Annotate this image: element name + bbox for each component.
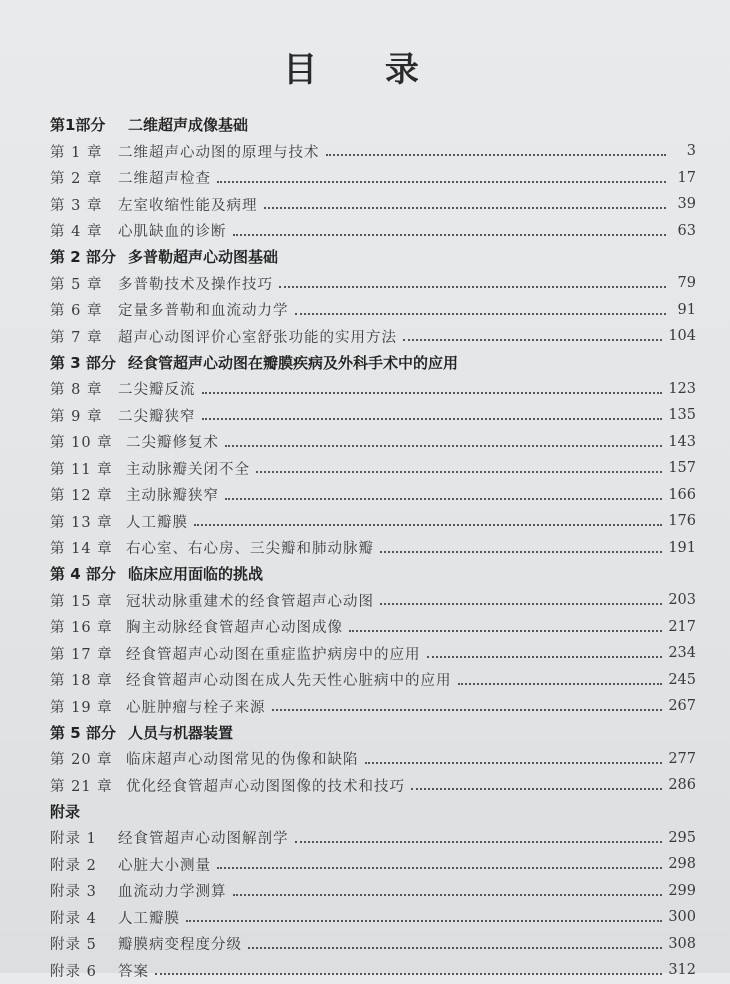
dot-leader	[155, 973, 662, 975]
toc-entry[interactable]	[50, 297, 696, 324]
part-number: 附录	[50, 802, 81, 821]
dot-leader	[194, 524, 662, 526]
page-number: 176	[668, 513, 696, 530]
page-number: 312	[668, 962, 696, 979]
chapter-title: 优化经食管超声心动图图像的技术和技巧	[126, 778, 405, 795]
chapter-number: 第 3 章	[50, 197, 103, 214]
chapter-title: 瓣膜病变程度分级	[118, 937, 242, 954]
page-number: 17	[677, 169, 696, 186]
chapter-number: 第 17 章	[50, 646, 113, 663]
chapter-title: 多普勒技术及操作技巧	[118, 276, 273, 293]
dot-leader	[202, 418, 663, 420]
dot-leader	[225, 445, 662, 447]
chapter-title: 左室收缩性能及病理	[118, 197, 258, 214]
toc-entry[interactable]	[50, 482, 696, 509]
chapter-number: 第 13 章	[50, 514, 113, 531]
dot-leader	[217, 867, 662, 869]
chapter-number: 第 10 章	[50, 435, 113, 452]
dot-leader	[326, 154, 667, 156]
toc-entry[interactable]	[50, 667, 696, 694]
toc-entry[interactable]	[50, 957, 696, 984]
part-number: 第 3 部分	[50, 353, 116, 372]
dot-leader	[380, 603, 662, 605]
dot-leader	[233, 234, 667, 236]
toc-entry[interactable]	[50, 323, 696, 350]
chapter-number: 附录 6	[50, 963, 97, 980]
chapter-number: 第 4 章	[50, 224, 103, 241]
part-title: 人员与机器装置	[128, 723, 234, 742]
dot-leader	[217, 181, 666, 183]
page-number: 104	[668, 328, 696, 345]
toc-entry[interactable]	[50, 825, 696, 852]
toc-entry[interactable]	[50, 746, 696, 773]
chapter-number: 第 7 章	[50, 329, 103, 346]
toc-entry[interactable]	[50, 402, 696, 429]
chapter-title: 胸主动脉经食管超声心动图成像	[126, 620, 343, 637]
chapter-number: 附录 1	[50, 831, 97, 848]
chapter-number: 第 19 章	[50, 699, 113, 716]
chapter-title: 人工瓣膜	[126, 514, 188, 531]
toc-entry[interactable]	[50, 455, 696, 482]
dot-leader	[411, 788, 662, 790]
chapter-title: 经食管超声心动图在重症监护病房中的应用	[126, 646, 421, 663]
toc-entry[interactable]	[50, 904, 696, 931]
page-number: 143	[668, 433, 696, 450]
toc-entry[interactable]	[50, 614, 696, 641]
dot-leader	[427, 656, 663, 658]
dot-leader	[279, 286, 666, 288]
page-number: 123	[668, 380, 696, 397]
page-number: 157	[668, 460, 696, 477]
page-number: 63	[677, 222, 696, 239]
chapter-number: 附录 5	[50, 937, 97, 954]
page-number: 203	[668, 592, 696, 609]
chapter-number: 附录 2	[50, 857, 97, 874]
part-heading	[50, 112, 696, 138]
chapter-number: 第 8 章	[50, 382, 103, 399]
chapter-title: 血流动力学测算	[118, 884, 227, 901]
toc-entry[interactable]	[50, 165, 696, 192]
dot-leader	[272, 709, 663, 711]
chapter-title: 心脏肿瘤与栓子来源	[126, 699, 266, 716]
chapter-title: 超声心动图评价心室舒张功能的实用方法	[118, 329, 397, 346]
page-number: 300	[668, 909, 696, 926]
chapter-title: 主动脉瓣关闭不全	[126, 461, 250, 478]
page-number: 79	[677, 275, 696, 292]
dot-leader	[248, 947, 662, 949]
page-number: 267	[668, 698, 696, 715]
chapter-title: 经食管超声心动图在成人先天性心脏病中的应用	[126, 673, 452, 690]
toc-entry[interactable]	[50, 693, 696, 720]
dot-leader	[380, 551, 662, 553]
dot-leader	[264, 207, 667, 209]
page-number: 298	[668, 856, 696, 873]
chapter-title: 临床超声心动图常见的伪像和缺陷	[126, 752, 359, 769]
chapter-number: 第 11 章	[50, 461, 113, 478]
toc-entry[interactable]	[50, 508, 696, 535]
part-title: 二维超声成像基础	[128, 116, 249, 134]
chapter-title: 心肌缺血的诊断	[118, 224, 227, 241]
page-number: 308	[668, 935, 696, 952]
part-heading	[50, 561, 696, 587]
chapter-number: 第 2 章	[50, 171, 103, 188]
toc-entry[interactable]	[50, 878, 696, 905]
toc-entry[interactable]	[50, 138, 696, 165]
chapter-number: 第 16 章	[50, 620, 113, 637]
toc-entry[interactable]	[50, 851, 696, 878]
part-title: 临床应用面临的挑战	[128, 565, 264, 583]
toc-entry[interactable]	[50, 772, 696, 799]
chapter-number: 第 6 章	[50, 303, 103, 320]
toc-entry[interactable]	[50, 218, 696, 245]
part-title: 经食管超声心动图在瓣膜疾病及外科手术中的应用	[128, 353, 459, 372]
page-number: 217	[668, 618, 696, 635]
toc-entry[interactable]	[50, 376, 696, 403]
dot-leader	[349, 630, 662, 632]
part-number: 第 2 部分	[50, 248, 116, 266]
chapter-title: 冠状动脉重建术的经食管超声心动图	[126, 593, 374, 610]
part-number: 第 5 部分	[50, 723, 116, 742]
chapter-title: 二维超声心动图的原理与技术	[118, 144, 320, 161]
page-number: 299	[668, 882, 696, 899]
dot-leader	[256, 471, 662, 473]
chapter-number: 第 18 章	[50, 673, 113, 690]
toc-entry[interactable]	[50, 429, 696, 456]
toc-entry[interactable]	[50, 191, 696, 218]
chapter-title: 心脏大小测量	[118, 857, 211, 874]
toc-entry[interactable]	[50, 535, 696, 562]
dot-leader	[186, 920, 662, 922]
chapter-title: 二尖瓣修复术	[126, 435, 219, 452]
page-number: 91	[677, 301, 696, 318]
chapter-title: 二尖瓣狭窄	[118, 408, 196, 425]
chapter-number: 附录 3	[50, 884, 97, 901]
page-number: 245	[668, 671, 696, 688]
page-number: 277	[668, 750, 696, 767]
chapter-number: 第 15 章	[50, 593, 113, 610]
part-heading	[50, 244, 696, 270]
dot-leader	[295, 313, 667, 315]
toc-entry[interactable]	[50, 931, 696, 958]
page-number: 135	[668, 407, 696, 424]
chapter-title: 二维超声检查	[118, 171, 211, 188]
part-heading	[50, 350, 696, 376]
part-heading	[50, 720, 696, 746]
page-number: 286	[668, 777, 696, 794]
part-number: 第1部分	[50, 116, 106, 134]
toc-entry[interactable]	[50, 587, 696, 614]
chapter-number: 第 1 章	[50, 144, 103, 161]
chapter-title: 人工瓣膜	[118, 910, 180, 927]
part-heading	[50, 799, 696, 825]
page-number: 3	[686, 143, 696, 160]
dot-leader	[295, 841, 663, 843]
chapter-title: 定量多普勒和血流动力学	[118, 303, 289, 320]
chapter-title: 答案	[118, 963, 149, 980]
chapter-title: 主动脉瓣狭窄	[126, 488, 219, 505]
chapter-title: 右心室、右心房、三尖瓣和肺动脉瓣	[126, 541, 374, 558]
page-number: 191	[668, 539, 696, 556]
dot-leader	[233, 894, 663, 896]
chapter-number: 第 9 章	[50, 408, 103, 425]
chapter-number: 第 14 章	[50, 541, 113, 558]
chapter-title: 经食管超声心动图解剖学	[118, 831, 289, 848]
chapter-number: 第 20 章	[50, 752, 113, 769]
chapter-number: 第 12 章	[50, 488, 113, 505]
page-number: 234	[668, 645, 696, 662]
page-number: 39	[677, 196, 696, 213]
dot-leader	[365, 762, 663, 764]
table-of-contents	[50, 112, 696, 984]
chapter-number: 第 21 章	[50, 778, 113, 795]
chapter-number: 附录 4	[50, 910, 97, 927]
toc-entry[interactable]	[50, 640, 696, 667]
toc-entry[interactable]	[50, 270, 696, 297]
part-title: 多普勒超声心动图基础	[128, 248, 279, 266]
dot-leader	[403, 339, 662, 341]
dot-leader	[458, 683, 663, 685]
page-title: 目 录	[283, 50, 447, 90]
dot-leader	[225, 498, 662, 500]
dot-leader	[202, 392, 663, 394]
chapter-number: 第 5 章	[50, 276, 103, 293]
chapter-title: 二尖瓣反流	[118, 382, 196, 399]
page-number: 295	[668, 829, 696, 846]
page-number: 166	[668, 486, 696, 503]
part-number: 第 4 部分	[50, 565, 116, 583]
